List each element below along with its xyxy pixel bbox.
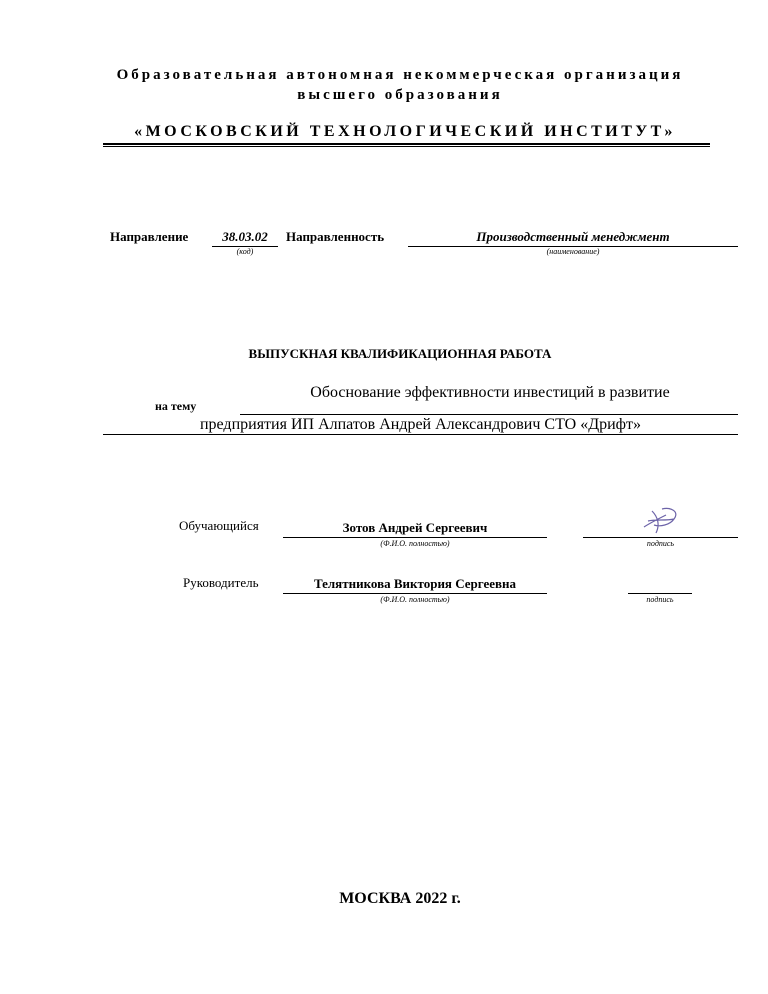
topic-line-1-rule: [240, 414, 738, 415]
header-rule: [103, 143, 710, 145]
supervisor-sign-line: [628, 593, 692, 594]
supervisor-name-caption: (Ф.И.О. полностью): [380, 595, 450, 604]
supervisor-sign-caption: подпись: [646, 595, 674, 604]
student-label: Обучающийся: [179, 518, 259, 533]
topic-line-1: Обоснование эффективности инвестиций в развитие: [310, 384, 670, 401]
student-sign-caption: подпись: [646, 539, 675, 548]
supervisor-label: Руководитель: [183, 575, 259, 590]
focus-label: Направленность: [286, 229, 385, 244]
student-signature: [640, 505, 684, 537]
topic-line-2: предприятия ИП Алпатов Андрей Александрович СТО «Дрифт»: [199, 416, 642, 433]
direction-code-caption: (код): [236, 247, 254, 256]
thesis-title: ВЫПУСКНАЯ КВАЛИФИКАЦИОННАЯ РАБОТА: [248, 346, 552, 361]
direction-label: Направление: [110, 229, 189, 244]
city-year: МОСКВА 2022 г.: [339, 890, 461, 907]
topic-label: на тему: [155, 399, 197, 413]
supervisor-name-line: [283, 593, 547, 594]
focus-value: Производственный менеджмент: [476, 229, 670, 244]
header-rule-thin: [103, 146, 710, 147]
student-name: Зотов Андрей Сергеевич: [342, 520, 488, 535]
supervisor-name: Телятникова Виктория Сергеевна: [313, 576, 517, 591]
org-line-2: высшего образования: [297, 87, 503, 103]
student-sign-line: [583, 537, 738, 538]
focus-caption: (наименование): [546, 247, 600, 256]
student-name-caption: (Ф.И.О. полностью): [380, 539, 450, 548]
org-line-1: Образовательная автономная некоммерческая организация: [116, 67, 684, 83]
direction-code: 38.03.02: [222, 229, 268, 244]
topic-line-2-rule: [103, 434, 738, 435]
student-name-line: [283, 537, 547, 538]
institute-name: «МОСКОВСКИЙ ТЕХНОЛОГИЧЕСКИЙ ИНСТИТУТ»: [134, 123, 676, 140]
